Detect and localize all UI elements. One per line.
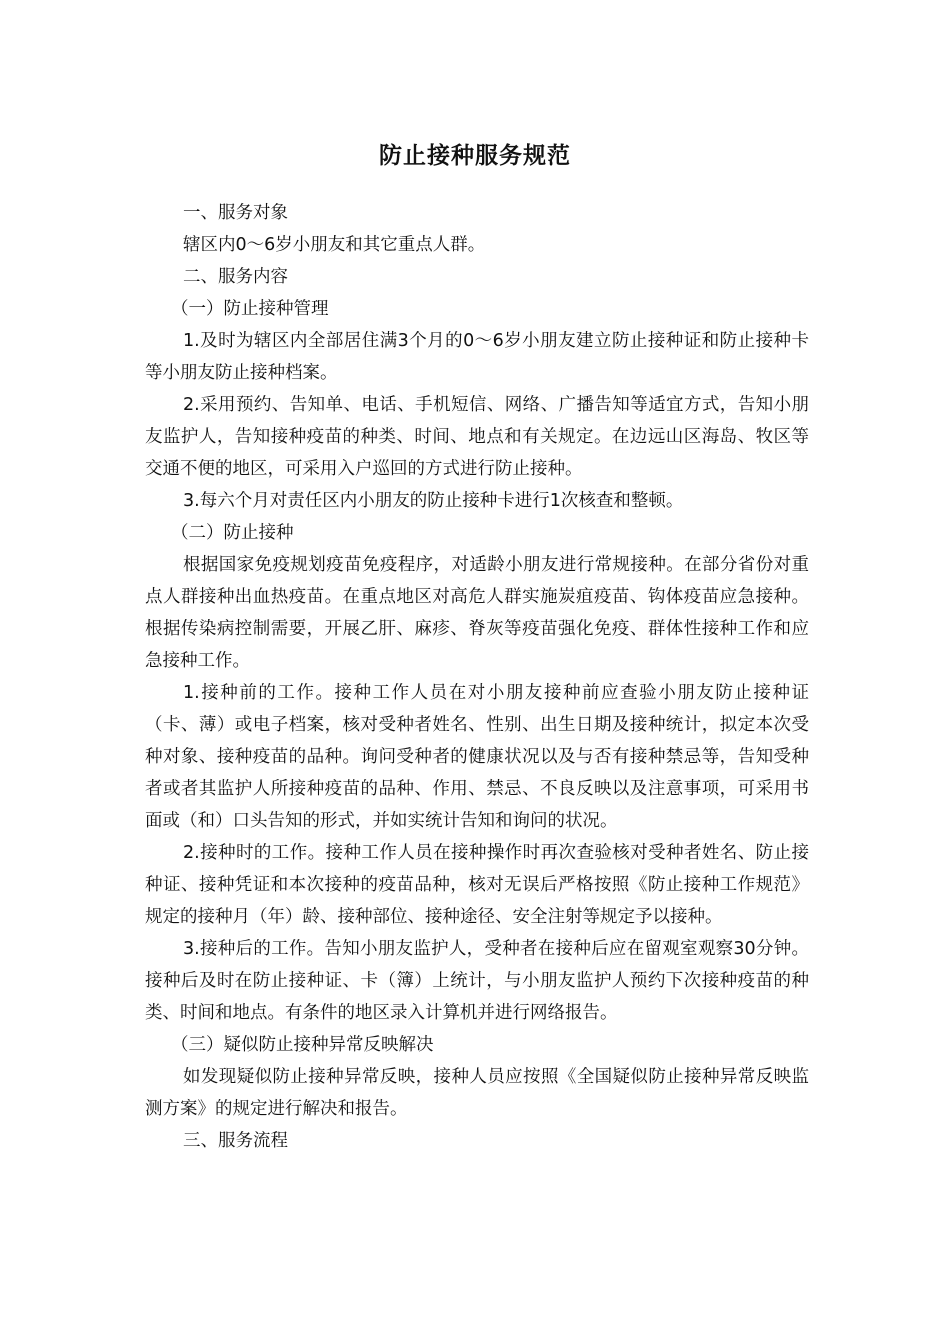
paragraph-p02: 辖区内0～6岁小朋友和其它重点人群。 bbox=[183, 235, 486, 255]
paragraph-p07: 3.每六个月对责任区内小朋友的防止接种卡进行1次核查和整顿。 bbox=[183, 491, 684, 511]
paragraph-p13: （三）疑似防止接种异常反映解决 bbox=[171, 1035, 434, 1055]
paragraph-p05: 1.及时为辖区内全部居住满3个月的0～6岁小朋友建立防止接种证和防止接种卡等小朋友防止接种档案。 bbox=[145, 331, 809, 383]
paragraph-p12: 3.接种后的工作。告知小朋友监护人，受种者在接种后应在留观室观察30分钟。接种后及时在防止接种证、卡（簿）上统计，与小朋友监护人预约下次接种疫苗的种类、时间和地点。有条件的地区录入计算机并进行网络报告。 bbox=[145, 939, 809, 1023]
paragraph-p14: 如发现疑似防止接种异常反映，接种人员应按照《全国疑似防止接种异常反映监测方案》的规定进行解决和报告。 bbox=[145, 1067, 809, 1119]
document-body bbox=[145, 197, 809, 1157]
paragraph-p09: 根据国家免疫规划疫苗免疫程序，对适龄小朋友进行常规接种。在部分省份对重点人群接种出血热疫苗。在重点地区对高危人群实施炭疽疫苗、钩体疫苗应急接种。根据传染病控制需要，开展乙肝、麻疹、脊灰等疫苗强化免疫、群体性接种工作和应急接种工作。 bbox=[145, 555, 809, 671]
paragraph-p06: 2.采用预约、告知单、电话、手机短信、网络、广播告知等适宜方式，告知小朋友监护人，告知接种疫苗的种类、时间、地点和有关规定。在边远山区海岛、牧区等交通不便的地区，可采用入户巡回的方式进行防止接种。 bbox=[145, 395, 809, 479]
paragraph-p01: 一、服务对象 bbox=[183, 203, 288, 223]
document-title: 防止接种服务规范 bbox=[379, 143, 571, 169]
paragraph-p08: （二）防止接种 bbox=[171, 523, 294, 543]
paragraph-p11: 2.接种时的工作。接种工作人员在接种操作时再次查验核对受种者姓名、防止接种证、接种凭证和本次接种的疫苗品种，核对无误后严格按照《防止接种工作规范》规定的接种月（年）龄、接种部位、接种途径、安全注射等规定予以接种。 bbox=[145, 843, 809, 927]
paragraph-p03: 二、服务内容 bbox=[183, 267, 288, 287]
paragraph-p10: 1.接种前的工作。接种工作人员在对小朋友接种前应查验小朋友防止接种证（卡、薄）或电子档案，核对受种者姓名、性别、出生日期及接种统计，拟定本次受种对象、接种疫苗的品种。询问受种者的健康状况以及与否有接种禁忌等，告知受种者或者其监护人所接种疫苗的品种、作用、禁忌、不良反映以及注意事项，可采用书面或（和）口头告知的形式，并如实统计告知和询问的状况。 bbox=[145, 683, 809, 831]
paragraph-p15: 三、服务流程 bbox=[183, 1131, 288, 1151]
paragraph-p04: （一）防止接种管理 bbox=[171, 299, 329, 319]
